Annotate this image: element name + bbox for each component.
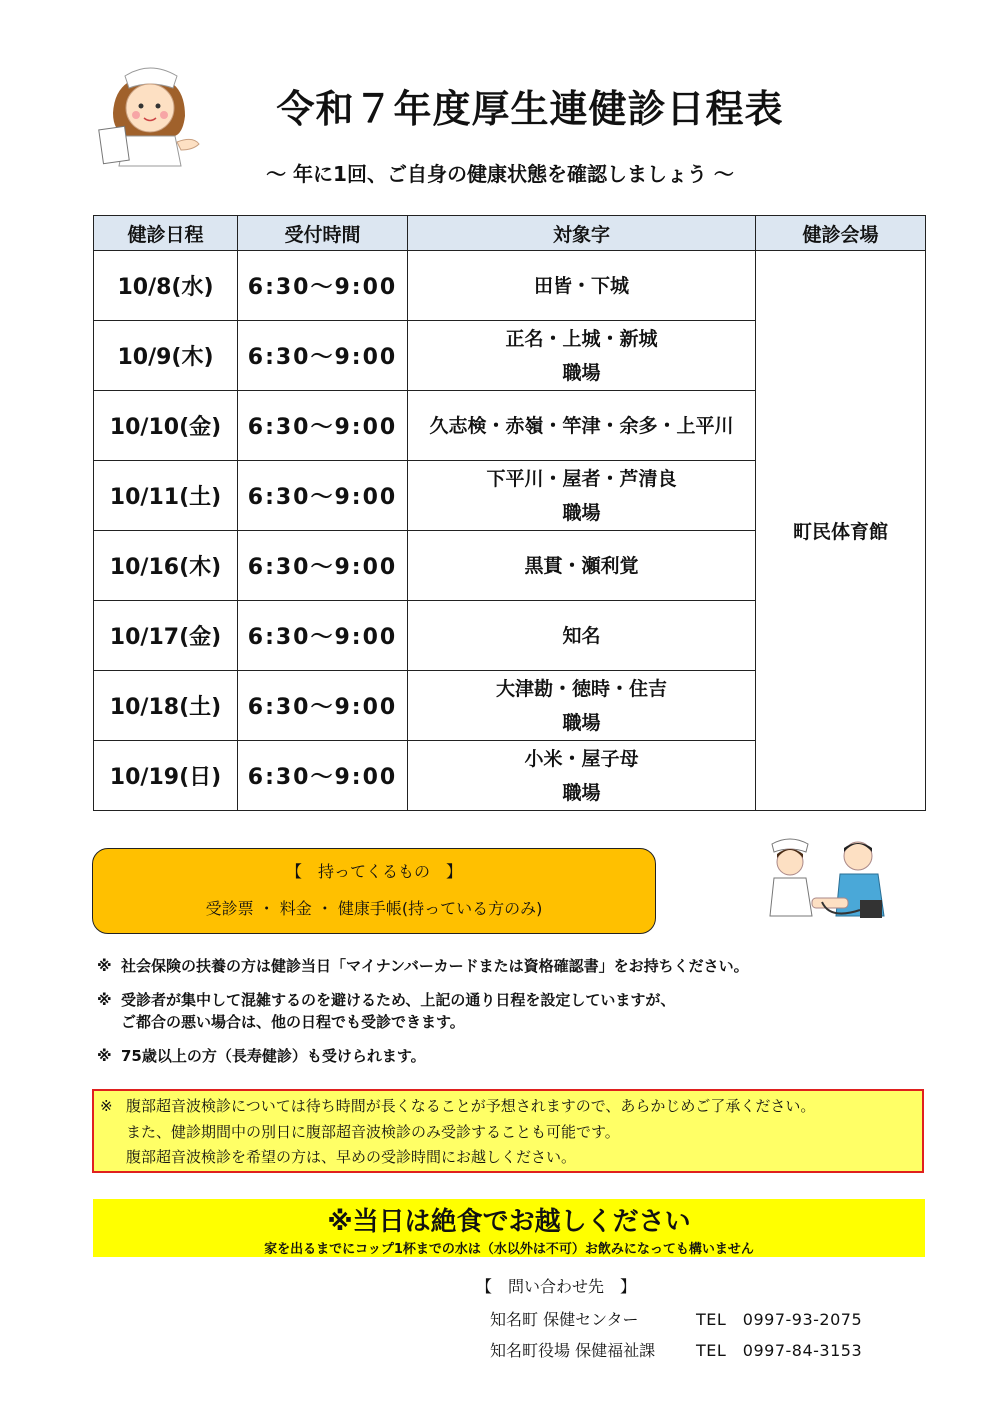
row-target-line: 職場: [562, 501, 601, 524]
row-target: [408, 741, 756, 811]
fasting-sub: 家を出るまでにコップ1杯までの水は（水以外は不可）お飲みになっても構いません: [264, 1242, 754, 1257]
fasting-banner: [93, 1199, 925, 1257]
ultrasound-line: 腹部超音波検診については待ち時間が長くなることが予想されますので、あらかじめご了承ください。: [126, 1097, 816, 1115]
notes-section: [97, 955, 897, 1079]
row-target-line: 久志検・赤嶺・竿津・余多・上平川: [429, 414, 734, 437]
note-line: 受診者が集中して混雑するのを避けるため、上記の通り日程を設定していますが、: [121, 991, 676, 1009]
note-mark: ※: [97, 991, 112, 1009]
row-time: 6:30～9:00: [238, 321, 408, 391]
ultrasound-notice: [92, 1089, 924, 1173]
table-row: [94, 251, 926, 321]
fasting-main: ※当日は絶食でお越しください: [327, 1207, 691, 1237]
row-time: 6:30～9:00: [238, 601, 408, 671]
note-line: 社会保険の扶養の方は健診当日「マイナンバーカードまたは資格確認書」をお持ちください。: [121, 957, 749, 975]
row-date: 10/11(土): [94, 461, 238, 531]
row-target: [408, 531, 756, 601]
row-date: 10/10(金): [94, 391, 238, 461]
ultrasound-line: 腹部超音波検診を希望の方は、早めの受診時間にお越しください。: [126, 1148, 577, 1166]
row-target: [408, 601, 756, 671]
header-time: 受付時間: [238, 216, 408, 251]
row-target: [408, 321, 756, 391]
row-target-line: 知名: [562, 624, 601, 647]
contact-name: 知名町役場 保健福祉課: [490, 1341, 656, 1360]
ultrasound-line: また、健診期間中の別日に腹部超音波検診のみ受診することも可能です。: [126, 1123, 620, 1141]
page-subtitle: ～ 年に1回、ご自身の健康状態を確認しましょう ～: [266, 162, 734, 186]
contact-name: 知名町 保健センター: [490, 1310, 639, 1329]
header-date: 健診日程: [94, 216, 238, 251]
bring-title: 【 持ってくるもの 】: [285, 862, 462, 881]
row-date: 10/19(日): [94, 741, 238, 811]
note-mark: ※: [97, 1047, 112, 1065]
header-venue: 健診会場: [756, 216, 926, 251]
contact-section: [476, 1274, 862, 1369]
nurse-illustration-icon: [95, 58, 205, 168]
row-target: [408, 671, 756, 741]
row-target-line: 正名・上城・新城: [505, 327, 658, 350]
ultrasound-mark: ※: [100, 1097, 113, 1115]
row-target-line: 黒貫・瀬利覚: [524, 554, 639, 577]
note-text: [121, 1045, 426, 1067]
note-mark: ※: [97, 957, 112, 975]
contact-row: [490, 1338, 862, 1361]
row-target-line: 職場: [562, 361, 601, 384]
contact-tel: TEL 0997-93-2075: [696, 1310, 863, 1329]
table-header-row: [94, 216, 926, 251]
note-line: 75歳以上の方（長寿健診）も受けられます。: [121, 1047, 426, 1065]
row-target-line: 職場: [562, 711, 601, 734]
row-time: 6:30～9:00: [238, 671, 408, 741]
row-time: 6:30～9:00: [238, 531, 408, 601]
row-target: [408, 461, 756, 531]
blood-pressure-checkup-illustration-icon: [760, 832, 890, 927]
row-target-line: 下平川・屋者・芦清良: [486, 467, 677, 490]
bring-items-box: [92, 848, 656, 934]
row-target-line: 大津勘・徳時・住吉: [495, 677, 667, 700]
note-item: [97, 989, 897, 1033]
row-target-line: 田皆・下城: [533, 274, 629, 297]
row-target-line: 小米・屋子母: [524, 747, 639, 770]
row-target-line: 職場: [562, 781, 601, 804]
row-time: 6:30～9:00: [238, 391, 408, 461]
row-date: 10/17(金): [94, 601, 238, 671]
bring-items: 受診票 ・ 料金 ・ 健康手帳(持っている方のみ): [205, 899, 543, 918]
venue-cell: 町民体育館: [756, 251, 926, 811]
note-text: [121, 955, 749, 977]
schedule-table: [93, 215, 926, 811]
note-text: [121, 989, 675, 1033]
row-date: 10/9(木): [94, 321, 238, 391]
contact-tel: TEL 0997-84-3153: [696, 1341, 863, 1360]
header-target: 対象字: [408, 216, 756, 251]
row-date: 10/16(木): [94, 531, 238, 601]
row-time: 6:30～9:00: [238, 251, 408, 321]
contact-title: 【 問い合わせ先 】: [476, 1277, 637, 1296]
row-time: 6:30～9:00: [238, 461, 408, 531]
note-item: [97, 955, 897, 977]
row-date: 10/8(水): [94, 251, 238, 321]
note-item: [97, 1045, 897, 1067]
contact-row: [490, 1307, 862, 1330]
row-target: [408, 251, 756, 321]
row-date: 10/18(土): [94, 671, 238, 741]
note-line: ご都合の悪い場合は、他の日程でも受診できます。: [121, 1013, 465, 1031]
row-time: 6:30～9:00: [238, 741, 408, 811]
row-target: [408, 391, 756, 461]
page-title: 令和７年度厚生連健診日程表: [276, 87, 784, 131]
